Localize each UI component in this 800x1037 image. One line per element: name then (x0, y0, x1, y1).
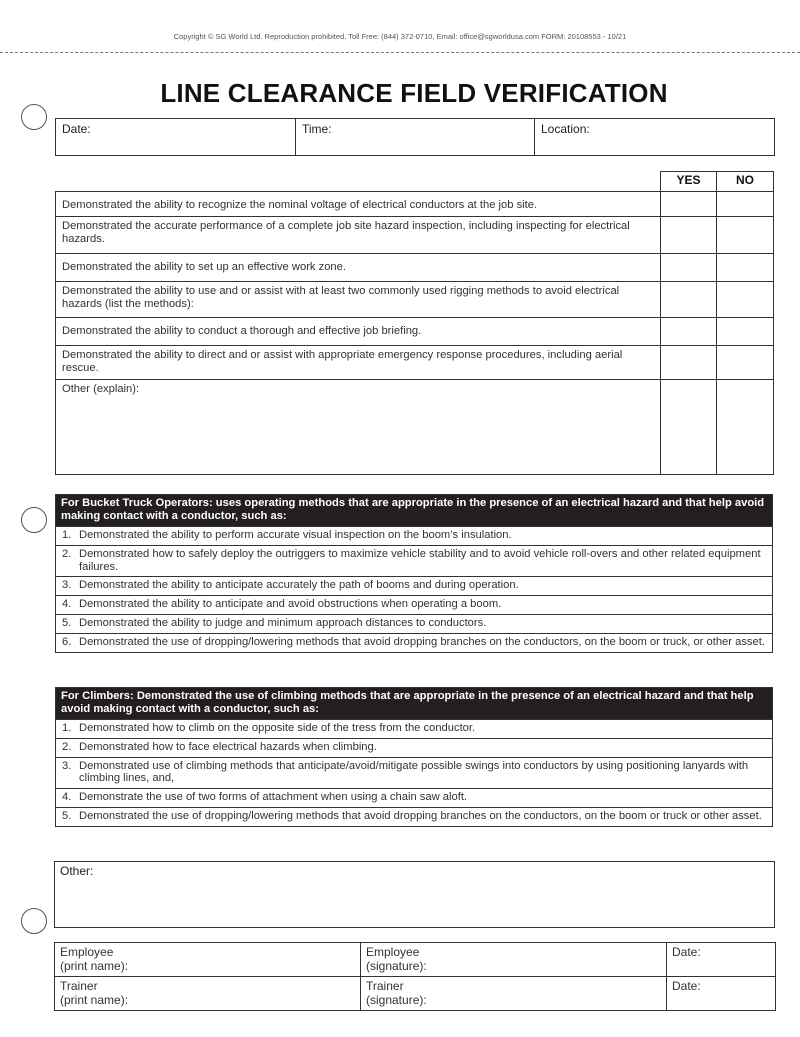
checklist-item: Demonstrated the ability to set up an effective work zone. (56, 254, 661, 282)
signature-table (54, 942, 776, 1011)
other-notes-field[interactable] (54, 861, 775, 928)
list-item (56, 788, 772, 807)
list-item (56, 614, 772, 633)
yes-checkbox[interactable] (661, 346, 717, 380)
bucket-truck-heading: For Bucket Truck Operators: uses operating methods that are appropriate in the presence of an electrical hazard and that help avoid making contact with a conductor, such as: (56, 495, 772, 526)
checklist-item: Demonstrated the ability to recognize the nominal voltage of electrical conductors at the job site. (56, 192, 661, 217)
binder-hole-icon (21, 908, 47, 934)
employee-date-field[interactable] (667, 943, 776, 977)
list-item (56, 526, 772, 545)
list-item (56, 738, 772, 757)
other-explain-field[interactable]: Other (explain): (56, 380, 661, 475)
item-number: 1. (62, 722, 72, 734)
employee-sign-sublabel: (signature): (366, 959, 427, 973)
list-item (56, 757, 772, 789)
trainer-print-name-field[interactable] (55, 977, 361, 1011)
checklist-row (56, 282, 774, 318)
item-number: 6. (62, 635, 72, 648)
perforation-line (0, 52, 800, 53)
list-item (56, 807, 772, 826)
checklist-row (56, 217, 774, 254)
date-label: Date: (672, 979, 701, 993)
checklist-row (56, 254, 774, 282)
item-text: Demonstrate the use of two forms of attachment when using a chain saw aloft. (79, 791, 468, 804)
list-item (56, 719, 772, 738)
item-number: 5. (62, 616, 72, 629)
other-label: Other: (60, 864, 94, 878)
list-item (56, 633, 772, 652)
yes-checkbox[interactable] (661, 282, 717, 318)
yes-checkbox[interactable] (661, 217, 717, 254)
item-number: 2. (62, 547, 72, 560)
checklist-row (56, 192, 774, 217)
checklist-row (56, 318, 774, 346)
trainer-sign-sublabel: (signature): (366, 993, 427, 1007)
item-text: Demonstrated the use of dropping/lowering methods that avoid dropping branches on the conductors, on the boom or truck or other asset. (79, 809, 762, 822)
no-checkbox[interactable] (717, 254, 774, 282)
climbers-heading: For Climbers: Demonstrated the use of climbing methods that are appropriate in the presence of an electrical hazard and that help avoid making contact with a conductor, such as: (56, 688, 772, 719)
list-item (56, 545, 772, 577)
yes-checkbox[interactable] (661, 192, 717, 217)
yes-checkbox[interactable] (661, 380, 717, 475)
employee-print-sublabel: (print name): (60, 959, 129, 973)
date-field[interactable] (56, 119, 296, 155)
yes-column-header: YES (661, 172, 717, 192)
item-number: 3. (62, 579, 72, 592)
location-label: Location: (541, 122, 590, 136)
no-checkbox[interactable] (717, 380, 774, 475)
item-text: Demonstrated the ability to judge and minimum approach distances to conductors. (79, 616, 487, 629)
no-checkbox[interactable] (717, 346, 774, 380)
checklist-item: Demonstrated the ability to use and or assist with at least two commonly used rigging methods to avoid electrical hazards (list the methods): (56, 282, 661, 318)
employee-signature-field[interactable] (361, 943, 667, 977)
employee-sign-label: Employee (366, 945, 420, 959)
info-box (55, 118, 775, 156)
item-text: Demonstrated how to safely deploy the outriggers to maximize vehicle stability and to avoid vehicle roll-overs and other related equipment failures. (79, 547, 761, 573)
blank-header (56, 172, 661, 192)
item-text: Demonstrated how to climb on the opposite side of the tress from the conductor. (79, 722, 476, 734)
item-number: 3. (62, 759, 72, 772)
binder-hole-icon (21, 507, 47, 533)
employee-print-label: Employee (60, 945, 114, 959)
item-number: 2. (62, 740, 72, 753)
trainer-print-sublabel: (print name): (60, 993, 129, 1007)
time-field[interactable] (296, 119, 535, 155)
yes-checkbox[interactable] (661, 254, 717, 282)
trainer-print-label: Trainer (60, 979, 98, 993)
trainer-sign-label: Trainer (366, 979, 404, 993)
list-item (56, 576, 772, 595)
date-label: Date: (62, 122, 91, 136)
yes-checkbox[interactable] (661, 318, 717, 346)
item-number: 5. (62, 809, 72, 822)
checklist-item: Demonstrated the accurate performance of a complete job site hazard inspection, including inspecting for electrical hazards. (56, 217, 661, 254)
employee-print-name-field[interactable] (55, 943, 361, 977)
trainer-date-field[interactable] (667, 977, 776, 1011)
checklist-item: Demonstrated the ability to direct and or assist with appropriate emergency response procedures, including aerial rescue. (56, 346, 661, 380)
no-checkbox[interactable] (717, 282, 774, 318)
location-field[interactable] (535, 119, 774, 155)
verification-checklist (55, 171, 774, 475)
item-text: Demonstrated the ability to perform accurate visual inspection on the boom’s insulation. (79, 529, 512, 541)
checklist-item: Demonstrated the ability to conduct a thorough and effective job briefing. (56, 318, 661, 346)
item-text: Demonstrated the ability to anticipate and avoid obstructions when operating a boom. (79, 598, 502, 611)
no-checkbox[interactable] (717, 192, 774, 217)
climbers-section (55, 687, 773, 827)
no-checkbox[interactable] (717, 217, 774, 254)
list-item (56, 595, 772, 614)
item-text: Demonstrated use of climbing methods that anticipate/avoid/mitigate possible swings into conductors by using positioning lanyards with climbing lines, and, (79, 759, 749, 785)
date-label: Date: (672, 945, 701, 959)
item-number: 1. (62, 529, 72, 541)
no-checkbox[interactable] (717, 318, 774, 346)
no-column-header: NO (717, 172, 774, 192)
checklist-row (56, 346, 774, 380)
item-text: Demonstrated the use of dropping/lowering methods that avoid dropping branches on the conductors, on the boom or truck, or other asset. (79, 635, 765, 648)
time-label: Time: (302, 122, 332, 136)
item-number: 4. (62, 598, 72, 611)
copyright-notice: Copyright © SG World Ltd. Reproduction prohibited. Toll Free: (844) 372-0710, Email: office@sgworldusa.com FORM: 20108553 - 10/21 (173, 32, 627, 41)
checklist-row-other (56, 380, 774, 475)
bucket-truck-section (55, 494, 773, 653)
item-text: Demonstrated how to face electrical hazards when climbing. (79, 740, 377, 753)
trainer-signature-field[interactable] (361, 977, 667, 1011)
page-title: LINE CLEARANCE FIELD VERIFICATION (160, 78, 668, 108)
item-text: Demonstrated the ability to anticipate accurately the path of booms and during operation. (79, 579, 519, 592)
item-number: 4. (62, 791, 72, 804)
